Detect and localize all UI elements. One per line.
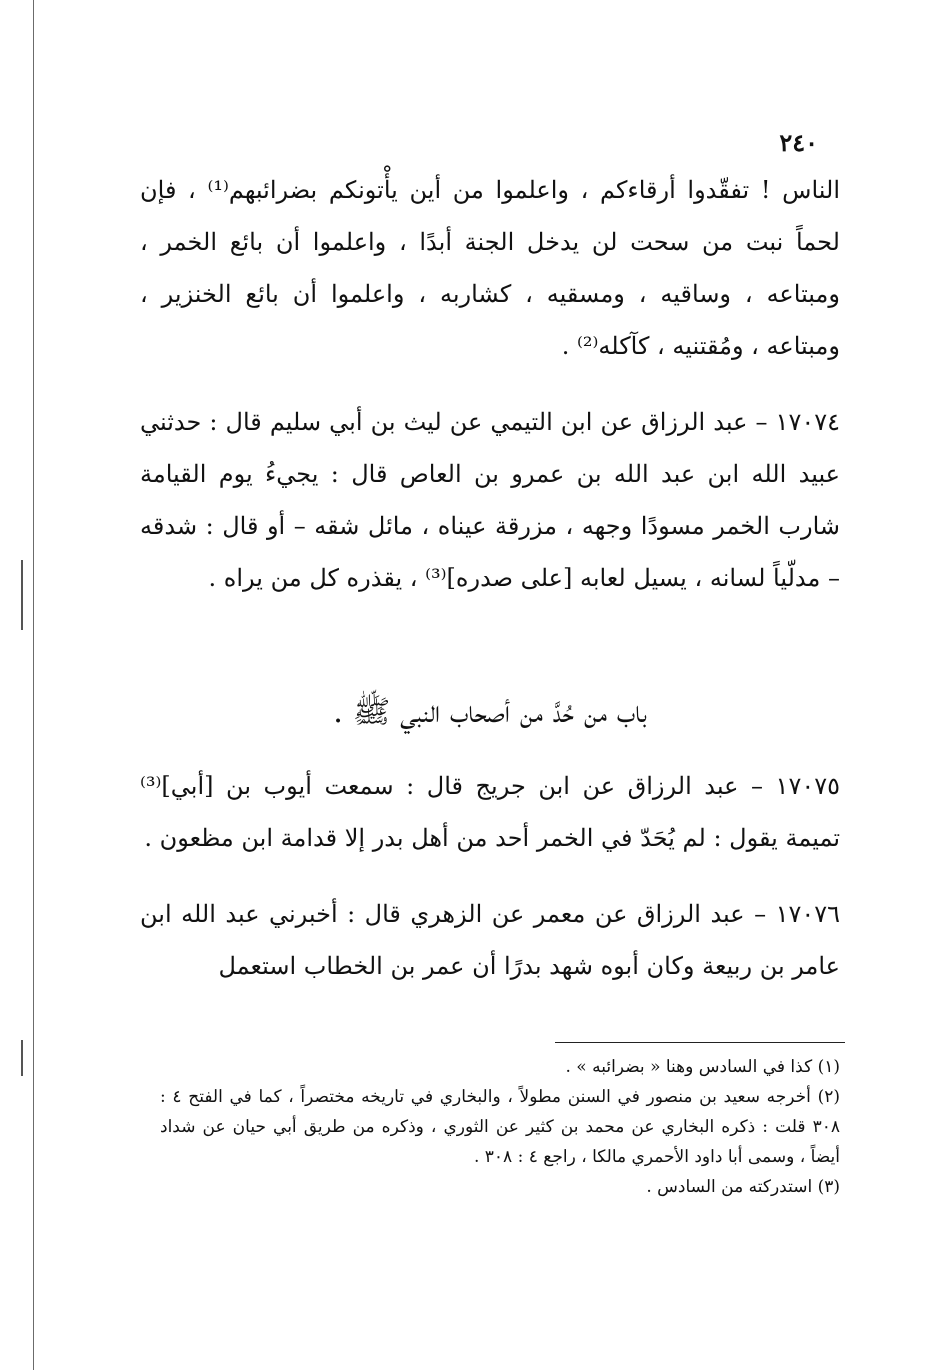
body-text-top (140, 164, 840, 604)
footnote-separator (555, 1042, 845, 1043)
hadith-17075: ١٧٠٧٥ – عبد الرزاق عن ابن جريج قال : سمعت أيوب بن [أبي]⁽³⁾ تميمة يقول : لم يُحَدّ في الخمر أحد من أهل بدر إلا قدامة ابن مظعون . (140, 772, 840, 852)
footnote-3: (٣) استدركته من السادس . (646, 1177, 840, 1197)
footnote-1: (١) كذا في السادس وهنا « بضرائبه » . (565, 1057, 840, 1077)
scan-edge-line (33, 0, 34, 1370)
paragraph-continuation: الناس ! تفقّدوا أرقاءكم ، واعلموا من أين يأْتونكم بضرائبهم⁽¹⁾ ، فإن لحماً نبت من سحت لن يدخل الجنة أبدًا ، واعلموا أن بائع الخمر ، ومبتاعه ، وساقيه ، ومسقيه ، كشاربه ، واعلموا أن بائع الخنزير ، ومبتاعه ، ومُقتنيه ، كآكله⁽²⁾ . (140, 176, 840, 360)
footnote-2: (٢) أخرجه سعيد بن منصور في السنن مطولاً ، والبخاري في تاريخه مختصراً ، كما في الفتح ٤ : ٣٠٨ قلت : ذكره البخاري عن محمد بن كثير عن الثوري ، وذكره من طريق أبي حيان عن شداد أيضاً ، وسمى أبا داود الأحمري مالكا ، راجع ٤ : ٣٠٨ . (160, 1087, 840, 1167)
scan-mark (21, 560, 23, 630)
chapter-title: باب من حُدَّ من أصحاب النبي ﷺ . (333, 694, 647, 730)
page-number: ٢٤٠ (779, 128, 818, 157)
hadith-17074: ١٧٠٧٤ – عبد الرزاق عن ابن التيمي عن ليث بن أبي سليم قال : حدثني عبيد الله ابن عبد الله بن عمرو بن العاص قال : يجيءُ يوم القيامة شارب الخمر مسودًا وجهه ، مزرقة عيناه ، مائل شقه – أو قال : شدقه – مدلّياً لسانه ، يسيل لعابه [على صدره]⁽³⁾ ، يقذره كل من يراه . (140, 408, 840, 592)
footnotes (160, 1052, 840, 1202)
body-text-bottom (140, 760, 840, 992)
hadith-17076: ١٧٠٧٦ – عبد الرزاق عن معمر عن الزهري قال : أخبرني عبد الله ابن عامر بن ربيعة وكان أبوه شهد بدرًا أن عمر بن الخطاب استعمل (140, 900, 841, 980)
scan-mark (21, 1040, 23, 1076)
